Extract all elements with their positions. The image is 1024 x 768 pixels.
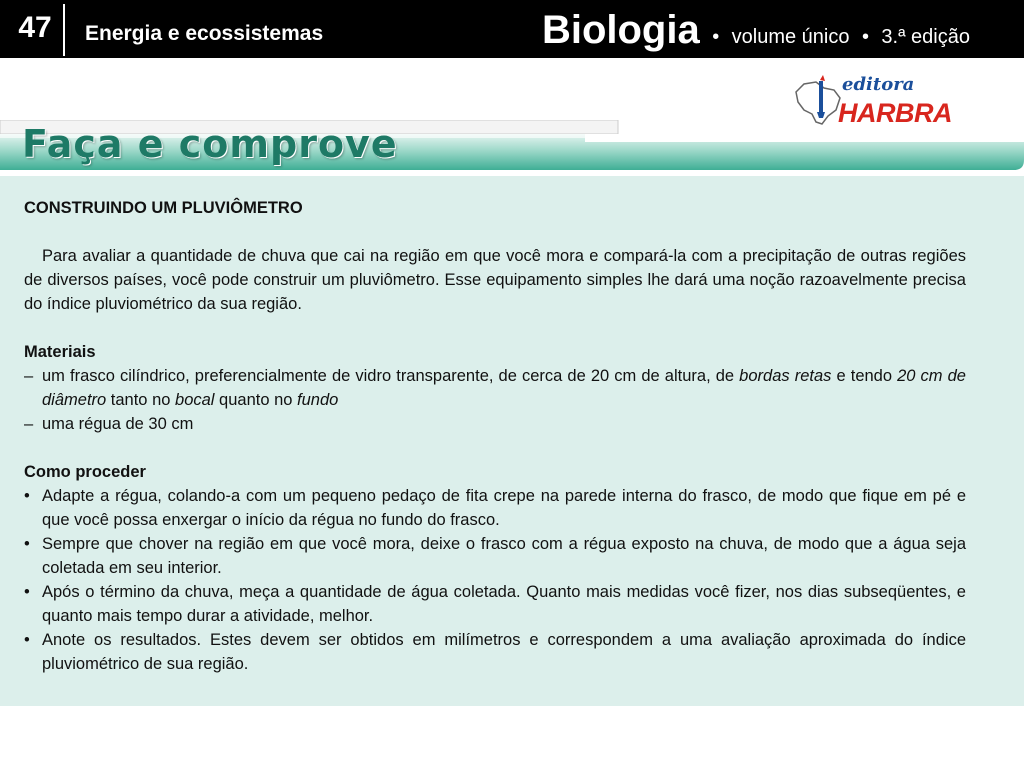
material-emphasis: 20 cm de diâmetro (42, 367, 966, 409)
material-text: um frasco cilíndrico, preferencialmente de vidro transparente, de cerca de 20 cm de altura, de (42, 367, 740, 385)
materials-title: Materiais (24, 343, 96, 361)
section-title: Faça e comprove (22, 122, 398, 166)
procedure-title: Como proceder (24, 463, 146, 481)
activity-heading: CONSTRUINDO UM PLUVIÔMETRO (24, 199, 303, 217)
list-item (24, 484, 966, 532)
procedure-section (24, 460, 966, 676)
procedure-step: Anote os resultados. Estes devem ser obtidos em milímetros e correspondem a uma avaliação aproximada do índice pluviométrico de sua região. (42, 631, 966, 673)
header-divider (63, 4, 65, 56)
chapter-title: Energia e ecossistemas (85, 22, 324, 45)
list-item (24, 580, 966, 628)
logo-brand: HARBRA (838, 98, 952, 128)
bullet-mark: • (24, 535, 30, 553)
logo-editora: editora (842, 74, 915, 95)
list-item (24, 532, 966, 580)
bullet-mark: • (24, 487, 30, 505)
materials-list (24, 364, 966, 436)
procedure-step: Adapte a régua, colando-a com um pequeno pedaço de fita crepe na parede interna do frasco, de modo que fique em pé e que você possa enxergar o início da régua no fundo do frasco. (42, 487, 966, 529)
activity-content (24, 196, 966, 700)
dash-mark: – (24, 415, 34, 433)
procedure-step: Após o término da chuva, meça a quantidade de água coletada. Quanto mais medidas você fizer, nos dias subseqüentes, e quanto mais tempo durar a atividade, melhor. (42, 583, 966, 625)
bullet-mark: • (24, 631, 30, 649)
bullet-mark: • (24, 583, 30, 601)
list-item (24, 364, 966, 412)
procedure-list (24, 484, 966, 676)
material-text: quanto no (214, 391, 298, 409)
book-volume: volume único (731, 26, 850, 48)
book-title: Biologia (541, 8, 700, 52)
materials-section (24, 340, 966, 436)
header-bar (0, 0, 1024, 58)
material-emphasis: bordas retas (739, 367, 832, 385)
material-emphasis: fundo (297, 391, 339, 409)
procedure-step: Sempre que chover na região em que você mora, deixe o frasco com a régua exposto na chuva, de modo que a água seja coletada em seu interior. (42, 535, 966, 577)
page-number: 47 (18, 11, 52, 44)
book-info (542, 8, 970, 53)
dash-mark: – (24, 367, 34, 385)
list-item (24, 628, 966, 676)
separator-dot: • (712, 26, 720, 48)
list-item (24, 412, 966, 436)
material-text: e tendo (831, 367, 898, 385)
separator-dot: • (861, 26, 869, 48)
material-emphasis: bocal (175, 391, 215, 409)
intro-paragraph: Para avaliar a quantidade de chuva que cai na região em que você mora e compará-la com a precipitação de outras regiões de diversos países, você pode construir um pluviômetro. Esse equipamento simples lhe dará uma noção razoavelmente precisa do índice pluviométrico da sua região. (24, 247, 966, 313)
material-text: uma régua de 30 cm (42, 415, 194, 433)
book-edition: 3.ª edição (881, 26, 970, 48)
material-text: tanto no (106, 391, 176, 409)
